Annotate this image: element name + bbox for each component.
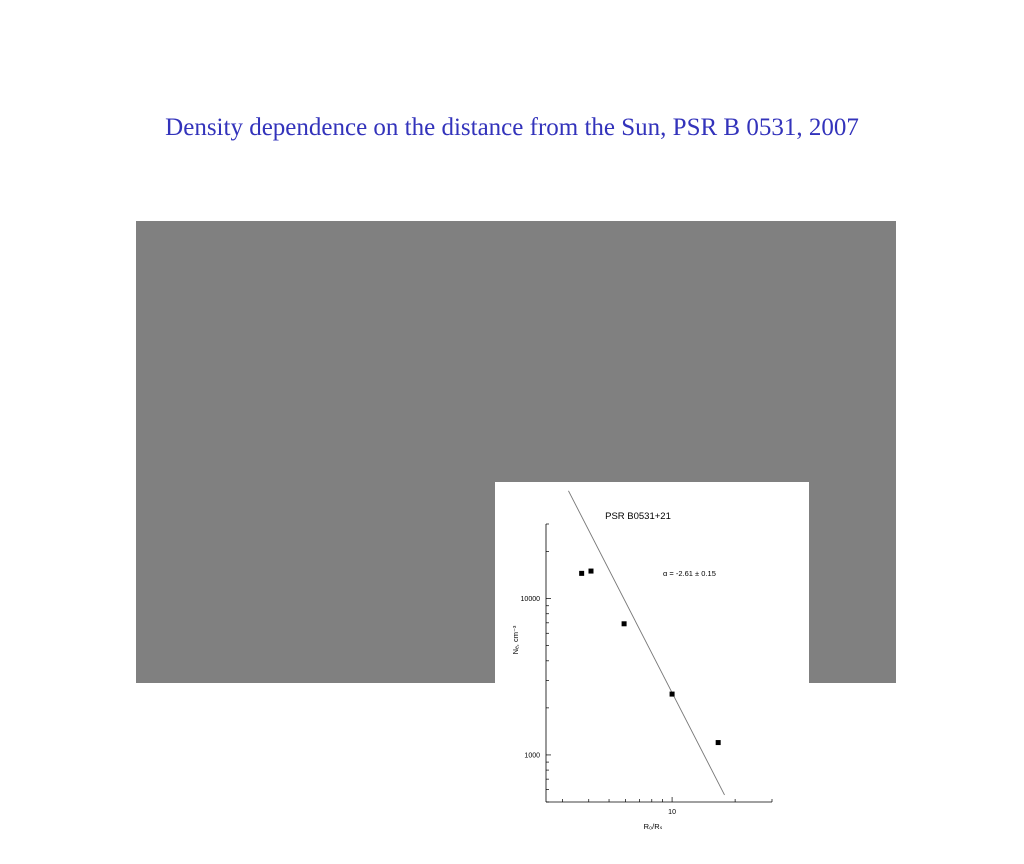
x-axis-label: R₀/Rₛ (643, 822, 663, 831)
y-tick-label: 10000 (520, 596, 540, 604)
data-point (716, 740, 721, 745)
chart-svg (495, 482, 809, 864)
data-point (579, 571, 584, 576)
figure-panel (136, 221, 896, 831)
data-point (670, 692, 675, 697)
chart-paper (495, 482, 809, 864)
x-tick-label: 10 (668, 809, 676, 816)
data-point (588, 569, 593, 574)
y-axis-label: Nₑ, cm⁻³ (511, 625, 520, 655)
fit-line (568, 491, 724, 795)
fit-annotation: α = -2.61 ± 0.15 (663, 569, 716, 578)
slide-title: Density dependence on the distance from the Sun, PSR B 0531, 2007 (165, 114, 859, 141)
data-point (622, 621, 627, 626)
chart-title: PSR B0531+21 (605, 511, 671, 522)
y-tick-label: 1000 (524, 752, 540, 760)
